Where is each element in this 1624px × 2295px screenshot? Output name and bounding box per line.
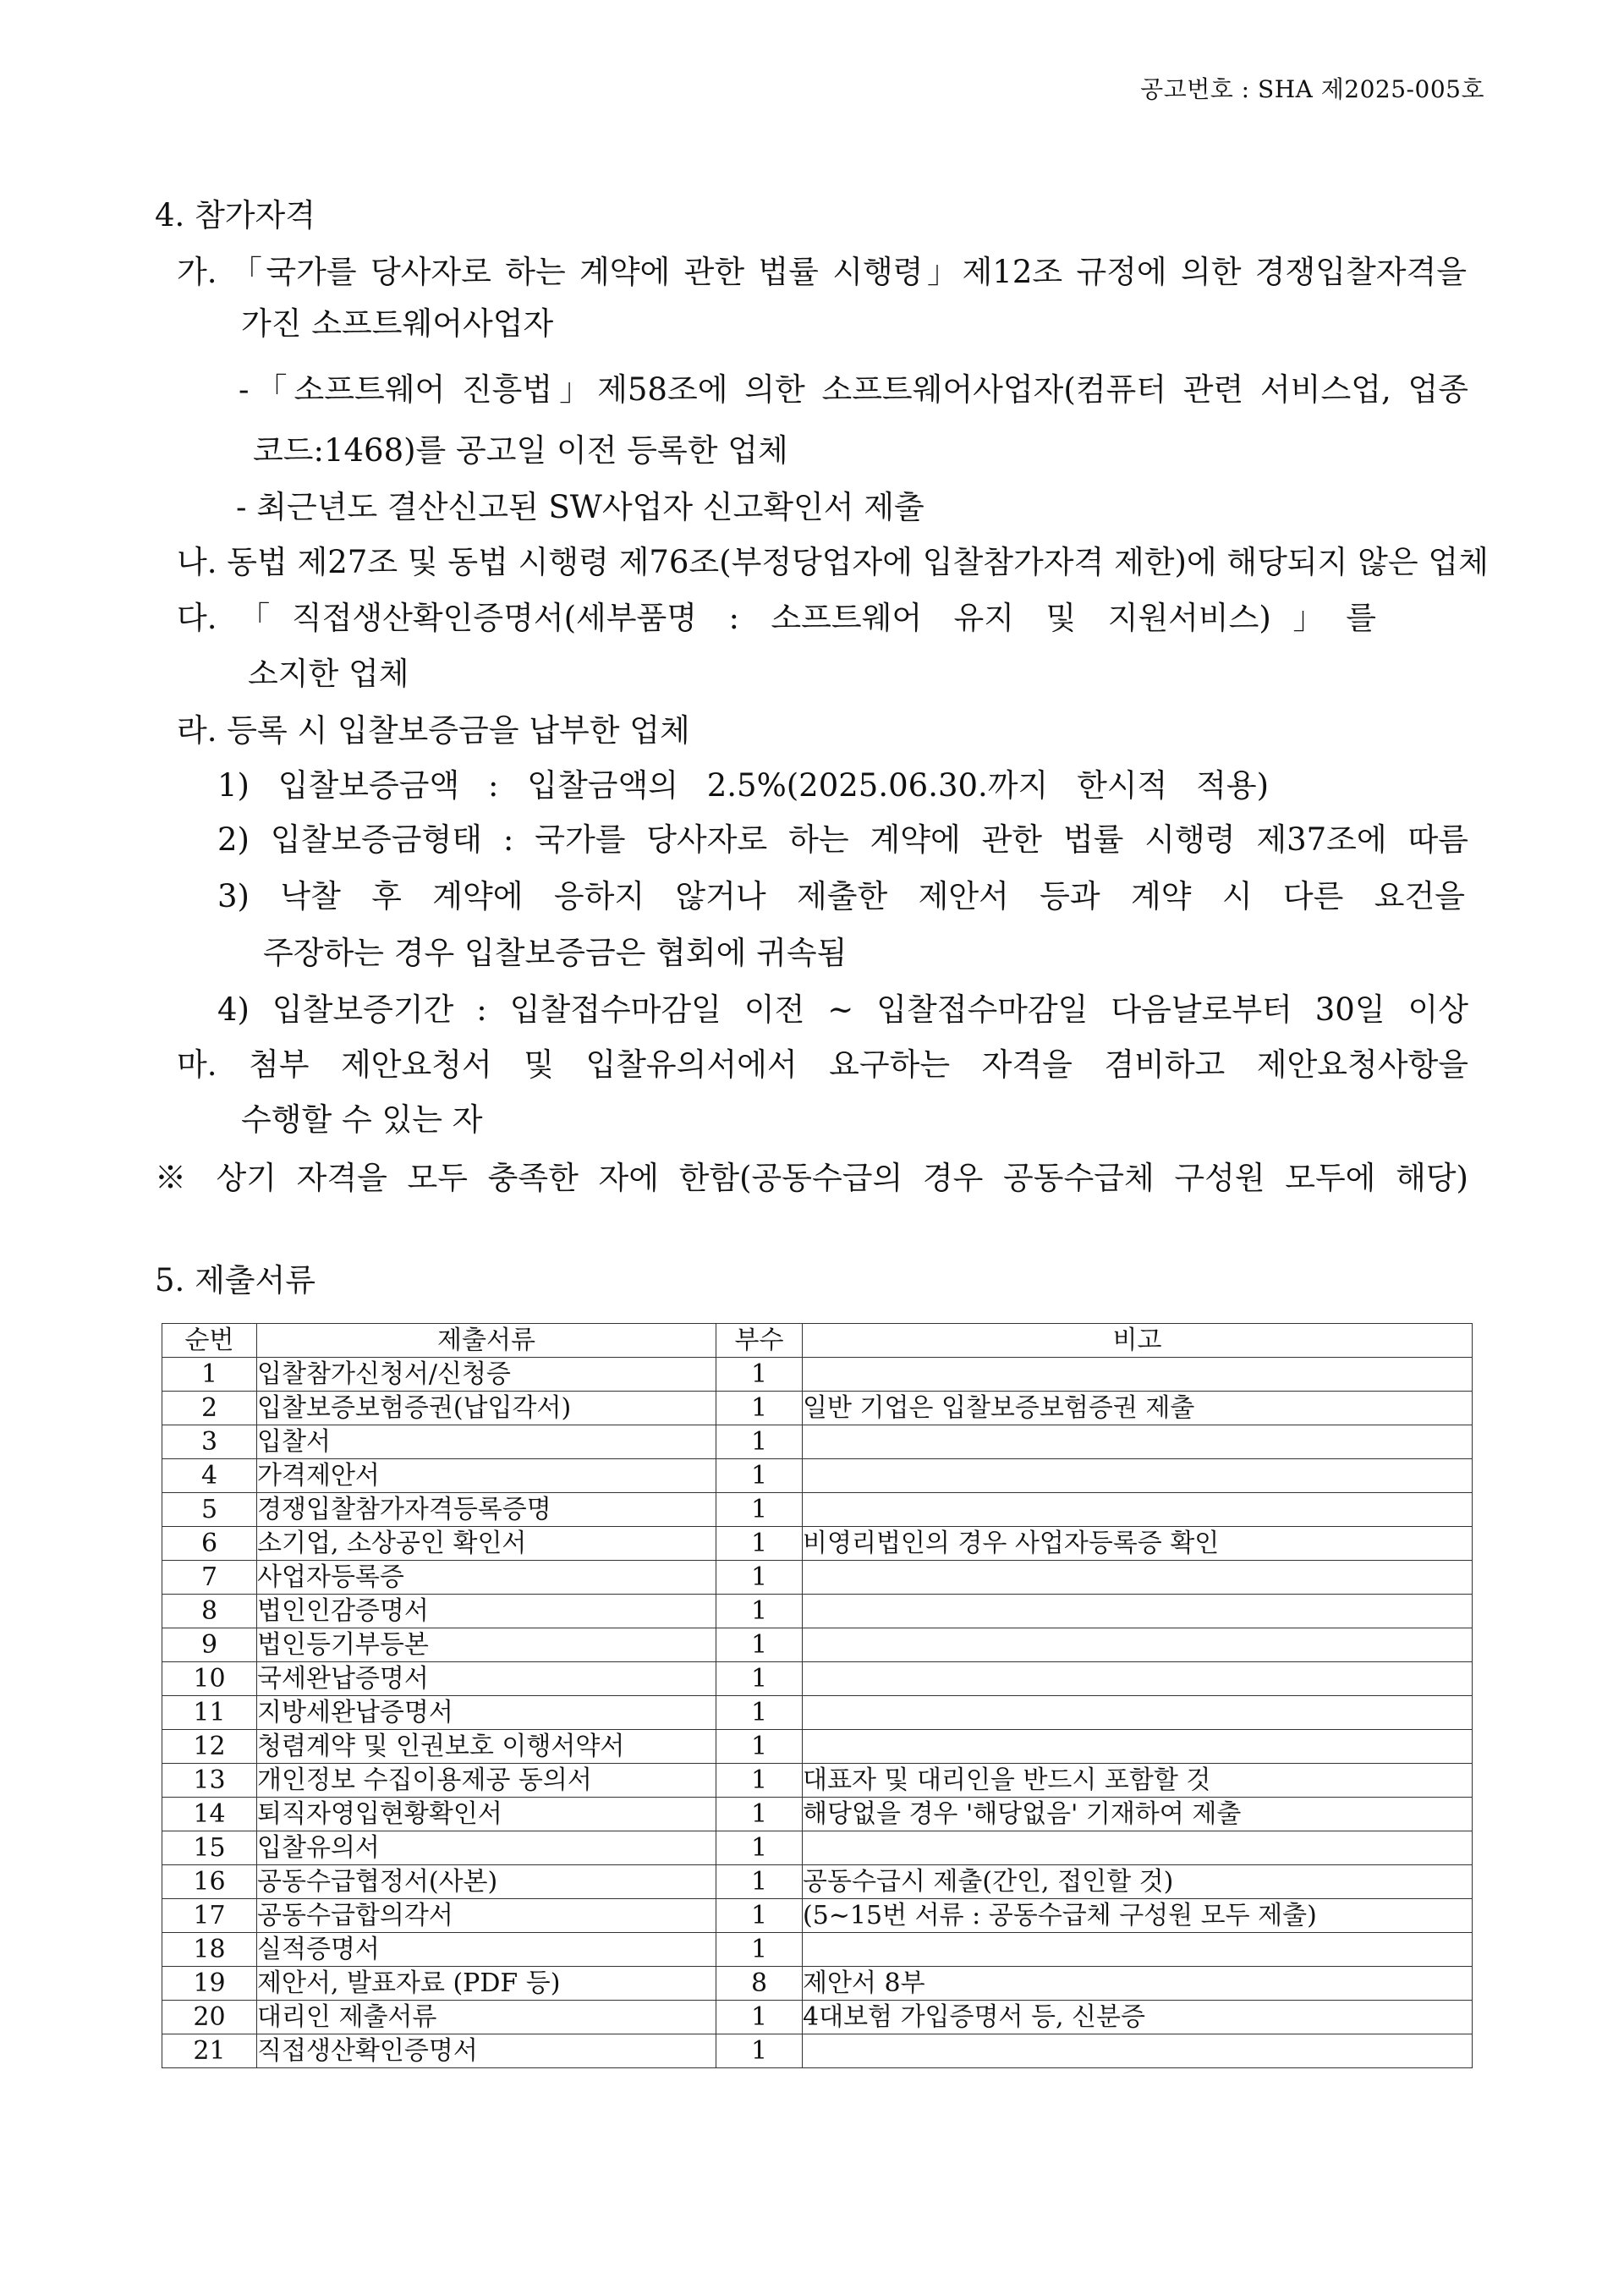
row-document: 사업자등록증 — [257, 1561, 716, 1595]
table-row — [162, 1595, 1473, 1628]
row-no: 15 — [162, 1831, 257, 1865]
table-row — [162, 1628, 1473, 1662]
table-row — [162, 1527, 1473, 1561]
table-row — [162, 1967, 1473, 2001]
row-remarks: 일반 기업은 입찰보증보험증권 제출 — [803, 1392, 1473, 1425]
qualification-na: 나. 동법 제27조 및 동법 시행령 제76조(부정당업자에 입찰참가자격 제한)에 해당되지 않은 업체 — [177, 544, 1489, 580]
row-document: 가격제안서 — [257, 1459, 716, 1493]
row-no: 12 — [162, 1730, 257, 1764]
row-remarks — [803, 1831, 1473, 1865]
row-document: 소기업, 소상공인 확인서 — [257, 1527, 716, 1561]
row-no: 18 — [162, 1933, 257, 1967]
row-document: 제안서, 발표자료 (PDF 등) — [257, 1967, 716, 2001]
table-row — [162, 1798, 1473, 1831]
table-row — [162, 1764, 1473, 1798]
column-header-remarks: 비고 — [803, 1324, 1473, 1358]
row-document: 입찰보증보험증권(납입각서) — [257, 1392, 716, 1425]
qualification-ra-1: 1) 입찰보증금액 : 입찰금액의 2.5%(2025.06.30.까지 한시적 적용) — [217, 767, 1269, 804]
row-remarks — [803, 1662, 1473, 1696]
column-header-document: 제출서류 — [257, 1324, 716, 1358]
row-no: 3 — [162, 1425, 257, 1459]
qualification-ma: 마. 첨부 제안요청서 및 입찰유의서에서 요구하는 자격을 겸비하고 제안요청사항을 — [177, 1046, 1468, 1083]
table-row — [162, 1730, 1473, 1764]
row-no: 10 — [162, 1662, 257, 1696]
row-copies: 1 — [716, 1358, 803, 1392]
row-no: 7 — [162, 1561, 257, 1595]
table-header-row — [162, 1324, 1473, 1358]
row-copies: 1 — [716, 1527, 803, 1561]
table-row — [162, 1933, 1473, 1967]
qualification-ga-sub1: -「소프트웨어 진흥법」제58조에 의한 소프트웨어사업자(컴퓨터 관련 서비스업, 업종 — [239, 371, 1468, 408]
qualification-ra-2: 2) 입찰보증금형태 : 국가를 당사자로 하는 계약에 관한 법률 시행령 제37조에 따름 — [217, 821, 1468, 858]
row-remarks — [803, 1425, 1473, 1459]
row-no: 8 — [162, 1595, 257, 1628]
row-no: 20 — [162, 2001, 257, 2034]
row-remarks — [803, 1358, 1473, 1392]
row-remarks: 대표자 및 대리인을 반드시 포함할 것 — [803, 1764, 1473, 1798]
row-copies: 1 — [716, 1628, 803, 1662]
table-row — [162, 1425, 1473, 1459]
row-copies: 1 — [716, 1595, 803, 1628]
notice-number: 공고번호 : SHA 제2025-005호 — [1140, 75, 1484, 103]
qualification-ga-sub2: - 최근년도 결산신고된 SW사업자 신고확인서 제출 — [236, 489, 924, 525]
row-no: 2 — [162, 1392, 257, 1425]
qualification-da-cont: 소지한 업체 — [248, 656, 409, 692]
row-no: 17 — [162, 1899, 257, 1933]
qualification-ra-3-cont: 주장하는 경우 입찰보증금은 협회에 귀속됨 — [263, 935, 848, 971]
row-remarks: 비영리법인의 경우 사업자등록증 확인 — [803, 1527, 1473, 1561]
row-no: 14 — [162, 1798, 257, 1831]
row-copies: 1 — [716, 1662, 803, 1696]
row-no: 13 — [162, 1764, 257, 1798]
row-remarks — [803, 1933, 1473, 1967]
qualification-ga-sub1-cont: 코드:1468)를 공고일 이전 등록한 업체 — [253, 432, 788, 469]
table-row — [162, 1459, 1473, 1493]
row-remarks — [803, 1730, 1473, 1764]
row-copies: 1 — [716, 1933, 803, 1967]
row-document: 공동수급협정서(사본) — [257, 1865, 716, 1899]
column-header-copies: 부수 — [716, 1324, 803, 1358]
row-document: 법인등기부등본 — [257, 1628, 716, 1662]
row-document: 입찰서 — [257, 1425, 716, 1459]
row-document: 법인인감증명서 — [257, 1595, 716, 1628]
row-document: 공동수급합의각서 — [257, 1899, 716, 1933]
qualification-ma-cont: 수행할 수 있는 자 — [241, 1101, 483, 1138]
row-no: 9 — [162, 1628, 257, 1662]
row-no: 19 — [162, 1967, 257, 2001]
row-no: 11 — [162, 1696, 257, 1730]
row-copies: 1 — [716, 1696, 803, 1730]
table-row — [162, 1662, 1473, 1696]
section-5-title: 5. 제출서류 — [155, 1262, 316, 1298]
row-copies: 1 — [716, 1865, 803, 1899]
row-remarks: 공동수급시 제출(간인, 접인할 것) — [803, 1865, 1473, 1899]
submission-documents-table — [162, 1323, 1473, 2068]
row-remarks — [803, 1459, 1473, 1493]
row-copies: 1 — [716, 2001, 803, 2034]
row-document: 청렴계약 및 인권보호 이행서약서 — [257, 1730, 716, 1764]
row-remarks: 4대보험 가입증명서 등, 신분증 — [803, 2001, 1473, 2034]
row-copies: 1 — [716, 1561, 803, 1595]
row-remarks — [803, 1595, 1473, 1628]
row-no: 1 — [162, 1358, 257, 1392]
row-document: 국세완납증명서 — [257, 1662, 716, 1696]
qualification-da: 다.「직접생산확인증명서(세부품명 : 소프트웨어 유지 및 지원서비스)」를 — [177, 600, 1376, 636]
row-copies: 1 — [716, 1764, 803, 1798]
row-remarks — [803, 1561, 1473, 1595]
row-copies: 1 — [716, 2034, 803, 2068]
row-remarks — [803, 2034, 1473, 2068]
row-copies: 1 — [716, 1425, 803, 1459]
table-row — [162, 1899, 1473, 1933]
row-document: 지방세완납증명서 — [257, 1696, 716, 1730]
row-document: 직접생산확인증명서 — [257, 2034, 716, 2068]
row-document: 입찰참가신청서/신청증 — [257, 1358, 716, 1392]
table-row — [162, 1831, 1473, 1865]
row-copies: 8 — [716, 1967, 803, 2001]
table-row — [162, 1358, 1473, 1392]
row-no: 5 — [162, 1493, 257, 1527]
row-copies: 1 — [716, 1493, 803, 1527]
table-row — [162, 1561, 1473, 1595]
table-row — [162, 1865, 1473, 1899]
row-remarks: 해당없을 경우 '해당없음' 기재하여 제출 — [803, 1798, 1473, 1831]
row-copies: 1 — [716, 1899, 803, 1933]
qualification-note: ※ 상기 자격을 모두 충족한 자에 한함(공동수급의 경우 공동수급체 구성원 모두에 해당) — [155, 1160, 1468, 1196]
row-copies: 1 — [716, 1459, 803, 1493]
row-remarks — [803, 1493, 1473, 1527]
table-row — [162, 1392, 1473, 1425]
row-remarks — [803, 1628, 1473, 1662]
row-copies: 1 — [716, 1392, 803, 1425]
row-document: 경쟁입찰참가자격등록증명 — [257, 1493, 716, 1527]
table-row — [162, 1696, 1473, 1730]
table-row — [162, 2034, 1473, 2068]
qualification-ga-cont: 가진 소프트웨어사업자 — [241, 305, 554, 342]
qualification-ra-4: 4) 입찰보증기간 : 입찰접수마감일 이전 ~ 입찰접수마감일 다음날로부터 30일 이상 — [217, 991, 1468, 1028]
row-copies: 1 — [716, 1798, 803, 1831]
row-document: 실적증명서 — [257, 1933, 716, 1967]
row-no: 21 — [162, 2034, 257, 2068]
section-4-title: 4. 참가자격 — [155, 197, 316, 233]
row-remarks: (5~15번 서류 : 공동수급체 구성원 모두 제출) — [803, 1899, 1473, 1933]
row-copies: 1 — [716, 1831, 803, 1865]
row-remarks: 제안서 8부 — [803, 1967, 1473, 2001]
row-document: 개인정보 수집이용제공 동의서 — [257, 1764, 716, 1798]
row-document: 대리인 제출서류 — [257, 2001, 716, 2034]
row-no: 6 — [162, 1527, 257, 1561]
table-row — [162, 1493, 1473, 1527]
row-document: 퇴직자영입현황확인서 — [257, 1798, 716, 1831]
qualification-ra: 라. 등록 시 입찰보증금을 납부한 업체 — [177, 712, 690, 749]
qualification-ra-3: 3) 낙찰 후 계약에 응하지 않거나 제출한 제안서 등과 계약 시 다른 요건을 — [217, 878, 1465, 914]
table-row — [162, 2001, 1473, 2034]
row-no: 4 — [162, 1459, 257, 1493]
qualification-ga: 가. 「국가를 당사자로 하는 계약에 관한 법률 시행령」제12조 규정에 의한 경쟁입찰자격을 — [177, 254, 1467, 290]
column-header-no: 순번 — [162, 1324, 257, 1358]
row-remarks — [803, 1696, 1473, 1730]
row-copies: 1 — [716, 1730, 803, 1764]
row-document: 입찰유의서 — [257, 1831, 716, 1865]
row-no: 16 — [162, 1865, 257, 1899]
